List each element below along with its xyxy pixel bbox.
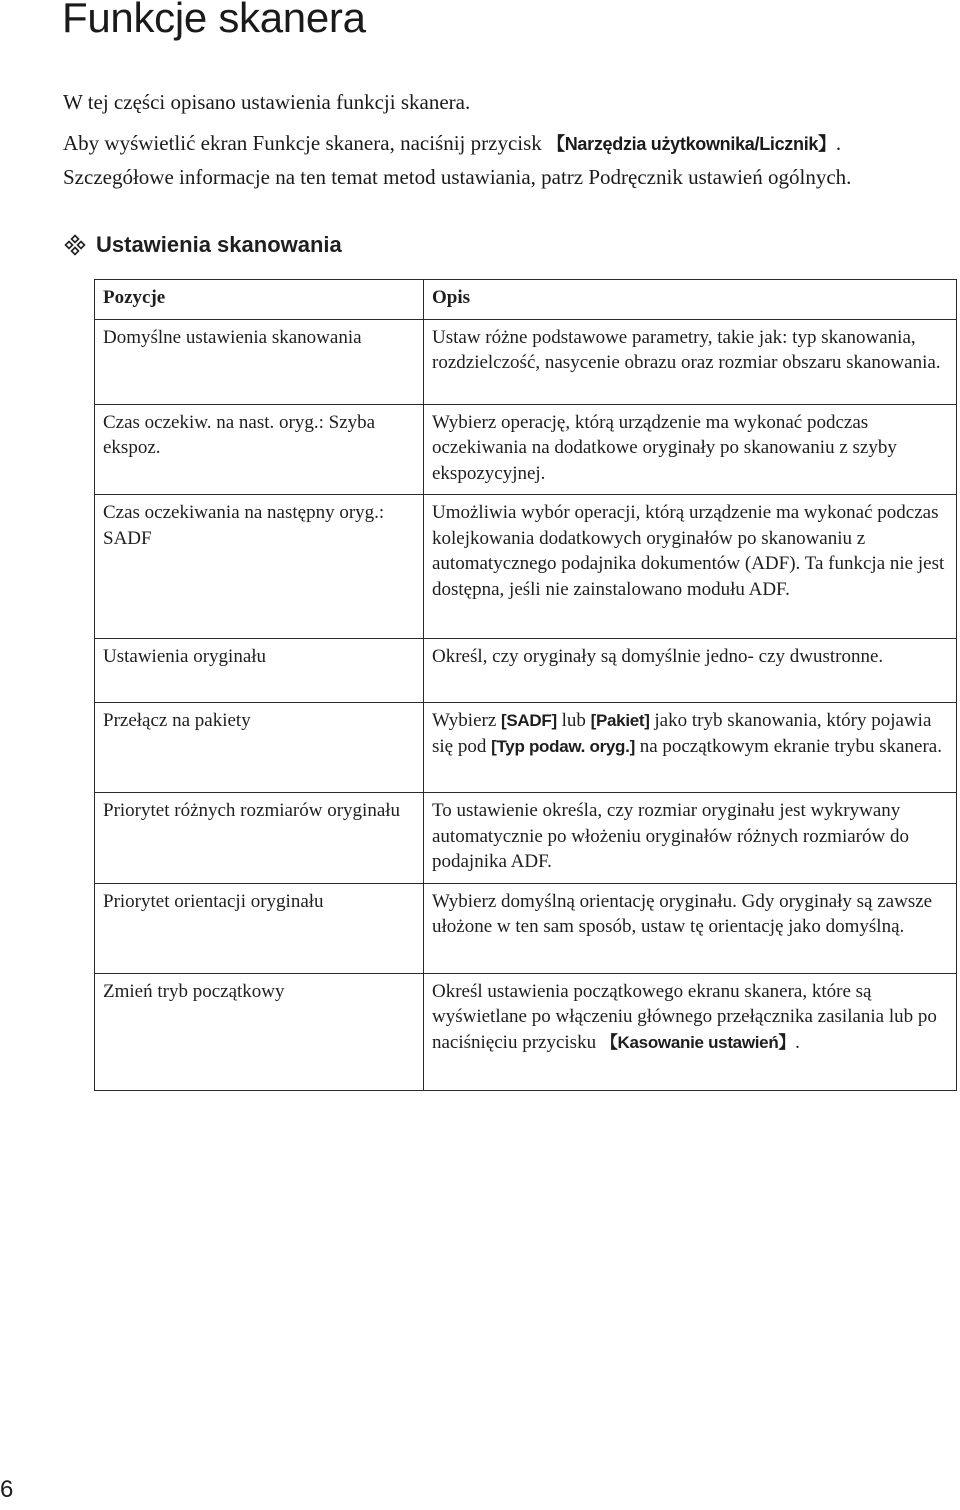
section-heading-text: Ustawienia skanowania	[96, 232, 342, 257]
intro-text: .	[835, 131, 842, 155]
table-row	[95, 973, 957, 1090]
table-row	[95, 793, 957, 884]
row-item: Czas oczekiwania na następny oryg.: SADF	[95, 495, 424, 639]
table-row	[95, 404, 957, 495]
description-text: jako tryb skanowania, który pojawia się pod	[432, 710, 932, 757]
row-item: Domyślne ustawienia skanowania	[95, 319, 424, 404]
row-item: Zmień tryb początkowy	[95, 973, 424, 1090]
intro	[63, 86, 943, 194]
key-user-tools-counter: 【Narzędzia użytkownika/Licznik】	[547, 134, 836, 154]
diamond-cluster-icon	[64, 234, 86, 256]
row-description: Wybierz domyślną orientację oryginału. Gdy oryginały są zawsze ułożone w ten sam sposób, ustaw tę orientację jako domyślną.	[424, 883, 957, 973]
intro-line-3: Szczegółowe informacje na ten temat metod ustawiania, patrz Podręcznik ustawień ogólnych.	[63, 165, 852, 189]
header-item: Pozycje	[95, 280, 424, 320]
key-original-feed-type: [Typ podaw. oryg.]	[491, 736, 635, 756]
table-header-row	[95, 280, 957, 320]
row-description: Umożliwia wybór operacji, którą urządzenie ma wykonać podczas kolejkowania dodatkowych oryginałów po skanowaniu z automatycznego podajnika dokumentów (ADF). Ta funkcja nie jest dostępna, jeśli nie zainstalowano modułu ADF.	[424, 495, 957, 639]
table-row	[95, 883, 957, 973]
description-text: lub	[556, 710, 591, 731]
row-description: To ustawienie określa, czy rozmiar oryginału jest wykrywany automatycznie po włożeniu oryginałów różnych rozmiarów do podajnika ADF.	[424, 793, 957, 884]
description-text: na początkowym ekranie trybu skanera.	[634, 735, 942, 757]
row-description	[424, 703, 957, 793]
description-text: Określ ustawienia początkowego ekranu skanera, które są wyświetlane po włączeniu głównego przełącznika zasilania lub po naciśnięciu przycisku	[432, 980, 937, 1053]
header-description: Opis	[424, 280, 957, 320]
intro-line-1: W tej części opisano ustawienia funkcji skanera.	[63, 90, 471, 114]
row-item: Priorytet orientacji oryginału	[95, 883, 424, 973]
row-description: Określ, czy oryginały są domyślnie jedno- czy dwustronne.	[424, 639, 957, 703]
key-sadf: [SADF]	[501, 711, 557, 730]
table-row	[95, 703, 957, 793]
settings-table	[94, 279, 957, 1091]
row-item: Czas oczekiw. na nast. oryg.: Szyba ekspoz.	[95, 404, 424, 495]
section-heading	[64, 232, 342, 258]
page-number: 6	[0, 1476, 14, 1503]
row-item: Przełącz na pakiety	[95, 703, 424, 793]
table-row	[95, 639, 957, 703]
intro-text: Aby wyświetlić ekran Funkcje skanera, naciśnij przycisk	[63, 131, 548, 155]
row-description: Ustaw różne podstawowe parametry, takie jak: typ skanowania, rozdzielczość, nasycenie obrazu oraz rozmiar obszaru skanowania.	[424, 319, 957, 404]
table-row	[95, 495, 957, 639]
row-description	[424, 973, 957, 1090]
row-description: Wybierz operację, którą urządzenie ma wykonać podczas oczekiwania na dodatkowe oryginały po skanowaniu z szyby ekspozycyjnej.	[424, 404, 957, 495]
description-text: Wybierz	[432, 710, 502, 731]
table-row	[95, 319, 957, 404]
page-title: Funkcje skanera	[62, 0, 366, 41]
intro-line-2	[63, 127, 943, 161]
row-item: Priorytet różnych rozmiarów oryginału	[95, 793, 424, 884]
key-pakiet: [Pakiet]	[590, 711, 650, 730]
key-clear-modes: 【Kasowanie ustawień】	[600, 1032, 796, 1052]
row-item: Ustawienia oryginału	[95, 639, 424, 703]
description-text: .	[795, 1031, 800, 1053]
